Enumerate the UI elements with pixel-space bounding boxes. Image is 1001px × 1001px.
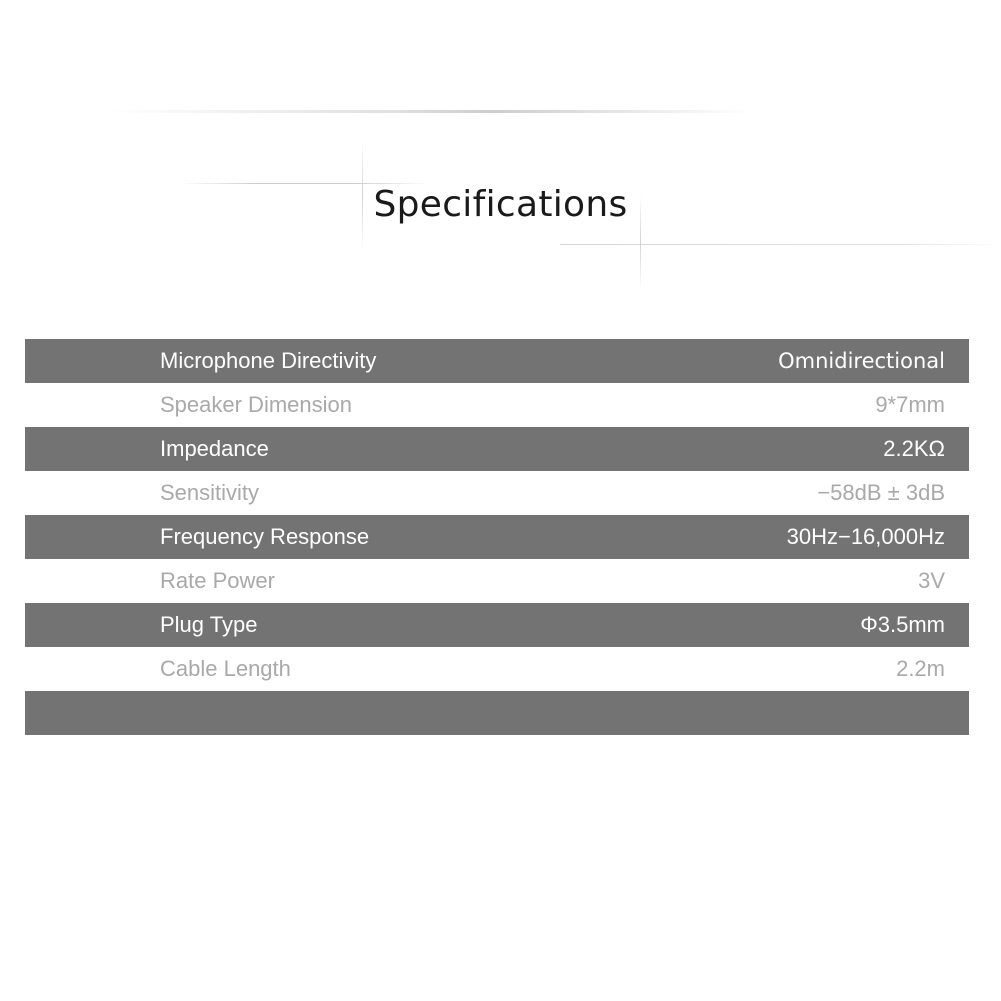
decorative-line-top: [110, 110, 750, 113]
spec-label: Impedance: [160, 436, 269, 461]
spec-value: 30Hz−16,000Hz: [786, 524, 945, 549]
spec-row-cable-length: [25, 647, 969, 691]
spec-row-frequency-response: [25, 515, 969, 559]
spec-label: Cable Length: [160, 656, 291, 681]
page-title: Specifications: [373, 184, 628, 225]
spec-value: 2.2KΩ: [883, 436, 945, 461]
spec-value: 9*7mm: [875, 392, 945, 417]
spec-label: Microphone Directivity: [160, 348, 377, 373]
spec-row-plug-type: [25, 603, 969, 647]
spec-label: Speaker Dimension: [160, 392, 352, 417]
spec-row-impedance: [25, 427, 969, 471]
spec-value: 3V: [918, 568, 945, 593]
spec-row-rate-power: [25, 559, 969, 603]
spec-value: Omnidirectional: [778, 349, 945, 373]
decorative-line-right: [560, 244, 1000, 245]
table-footer-bar: [25, 691, 969, 735]
spec-label: Frequency Response: [160, 524, 370, 549]
spec-label: Sensitivity: [160, 480, 260, 505]
spec-label: Plug Type: [160, 612, 258, 637]
spec-value: Φ3.5mm: [860, 612, 945, 637]
spec-row-sensitivity: [25, 471, 969, 515]
specifications-table: [25, 339, 969, 735]
spec-value: −58dB ± 3dB: [817, 480, 945, 505]
spec-value: 2.2m: [896, 656, 945, 681]
spec-row-speaker-dimension: [25, 383, 969, 427]
spec-label: Rate Power: [160, 568, 275, 593]
spec-row-microphone-directivity: [25, 339, 969, 383]
